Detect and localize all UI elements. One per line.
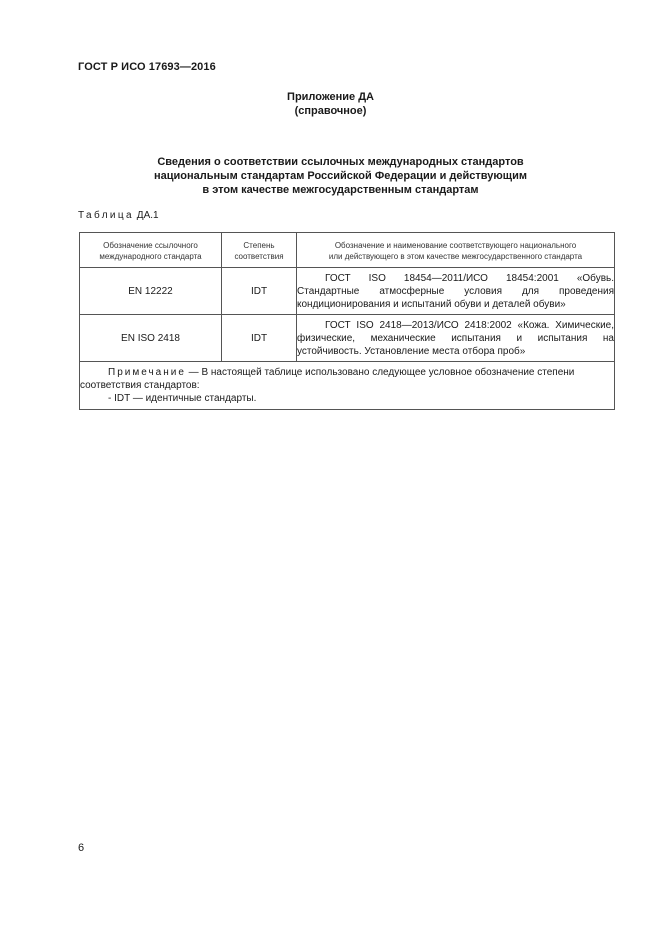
section-heading (110, 155, 571, 197)
table-header-row (80, 233, 615, 268)
row-ref-standard: EN 12222 (80, 268, 222, 315)
row-ref-standard: EN ISO 2418 (80, 315, 222, 362)
header-ref-line-2: международного стандарта (99, 252, 202, 261)
heading-line-1: Сведения о соответствии ссылочных международных стандартов (157, 156, 524, 168)
table-label-word: Таблица (78, 210, 135, 221)
note-item: - IDT — идентичные стандарты. (108, 393, 257, 404)
row-national-standard: ГОСТ ISO 18454—2011/ИСО 18454:2001 «Обувь. Стандартные атмосферные условия для проведения кондиционирования и испытаний обуви и деталей обуви» (297, 268, 615, 315)
header-ref-line-1: Обозначение ссылочного (103, 241, 198, 250)
row-national-standard: ГОСТ ISO 2418—2013/ИСО 2418:2002 «Кожа. Химические, физические, механические испытания и испытания на устойчивость. Установление места отбора проб» (297, 315, 615, 362)
table-label-number: ДА.1 (136, 210, 159, 221)
heading-line-3: в этом качестве межгосударственным стандартам (202, 184, 479, 196)
row-degree: IDT (222, 268, 297, 315)
note-label: Примечание (108, 367, 186, 378)
appendix-subtitle: (справочное) (294, 105, 367, 117)
header-degree-line-2: соответствия (234, 252, 284, 261)
header-degree (222, 233, 297, 268)
document-code: ГОСТ Р ИСО 17693—2016 (78, 61, 216, 73)
standards-table (79, 232, 615, 410)
row-degree: IDT (222, 315, 297, 362)
table-label (78, 210, 159, 221)
header-degree-line-1: Степень (243, 241, 275, 250)
header-ref-standard (80, 233, 222, 268)
table-row (80, 315, 615, 362)
table-row (80, 268, 615, 315)
table-note (80, 362, 615, 410)
page-number: 6 (78, 842, 85, 854)
header-national-standard (297, 233, 615, 268)
appendix-block (0, 90, 661, 118)
heading-line-2: национальным стандартам Российской Федерации и действующим (154, 170, 527, 182)
table-note-row (80, 362, 615, 410)
note-paragraph (80, 366, 614, 392)
appendix-title: Приложение ДА (287, 91, 374, 103)
header-national-line-1: Обозначение и наименование соответствующего национального (334, 241, 577, 250)
header-national-line-2: или действующего в этом качестве межгосударственного стандарта (328, 252, 583, 261)
note-text: — В настоящей таблице использовано следующее условное обозначение степени соответствия стандартов: (80, 367, 575, 391)
